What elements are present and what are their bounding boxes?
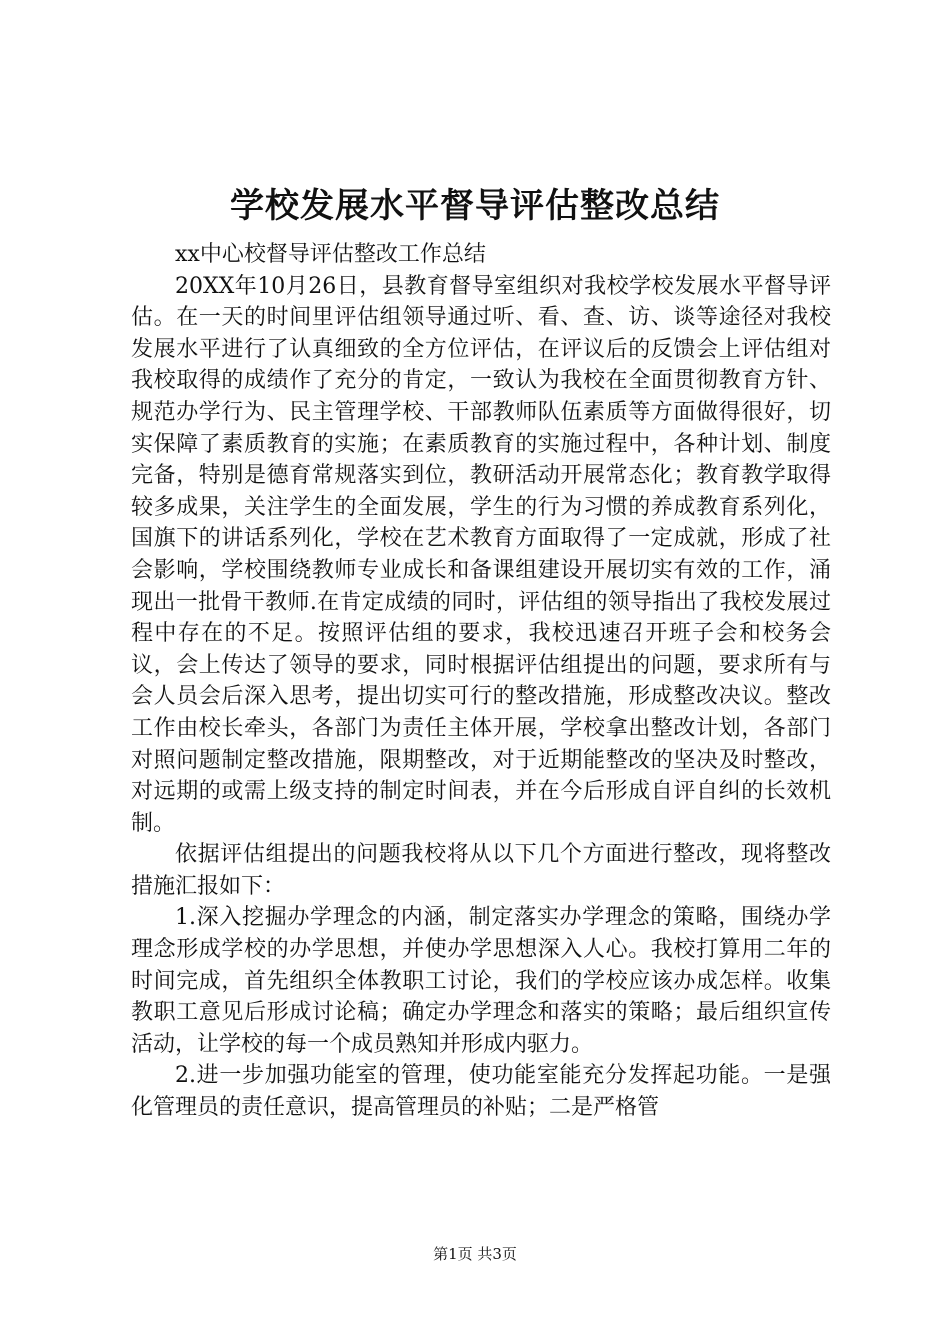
paragraph-measure-2: 2.进一步加强功能室的管理，使功能室能充分发挥起功能。一是强化管理员的责任意识，提高管理员的补贴；二是严格管 [131,1063,831,1121]
document-title: 学校发展水平督导评估整改总结 [230,186,720,226]
page-footer: 第1页 共3页 [433,1245,517,1263]
paragraph-measure-1: 1.深入挖掘办学理念的内涵，制定落实办学理念的策略，围绕办学理念形成学校的办学思想，并使办学思想深入人心。我校打算用二年的时间完成，首先组织全体教职工讨论，我们的学校应该办成怎样。收集教职工意见后形成讨论稿；确定办学理念和落实的策略；最后组织宣传活动，让学校的每一个成员熟知并形成内驱力。 [131,905,831,1057]
paragraph-intro: 20XX年10月26日，县教育督导室组织对我校学校发展水平督导评估。在一天的时间里评估组领导通过听、看、查、访、谈等途径对我校发展水平进行了认真细致的全方位评估，在评议后的反馈会上评估组对我校取得的成绩作了充分的肯定，一致认为我校在全面贯彻教育方针、规范办学行为、民主管理学校、干部教师队伍素质等方面做得很好，切实保障了素质教育的实施；在素质教育的实施过程中，各种计划、制度完备，特别是德育常规落实到位，教研活动开展常态化；教育教学取得较多成果，关注学生的全面发展，学生的行为习惯的养成教育系列化，国旗下的讲话系列化，学校在艺术教育方面取得了一定成就，形成了社会影响，学校围绕教师专业成长和备课组建设开展切实有效的工作，涌现出一批骨干教师.在肯定成绩的同时，评估组的领导指出了我校发展过程中存在的不足。按照评估组的要求，我校迅速召开班子会和校务会议，会上传达了领导的要求，同时根据评估组提出的问题，要求所有与会人员会后深入思考，提出切实可行的整改措施，形成整改决议。整改工作由校长牵头，各部门为责任主体开展，学校拿出整改计划，各部门对照问题制定整改措施，限期整改，对于近期能整改的坚决及时整改，对远期的或需上级支持的制定时间表，并在今后形成自评自纠的长效机制。 [131,273,831,836]
document-body [131,239,831,1124]
paragraph-measures-intro: 依据评估组提出的问题我校将从以下几个方面进行整改，现将整改措施汇报如下： [131,842,831,899]
document-subtitle: xx中心校督导评估整改工作总结 [175,242,486,267]
